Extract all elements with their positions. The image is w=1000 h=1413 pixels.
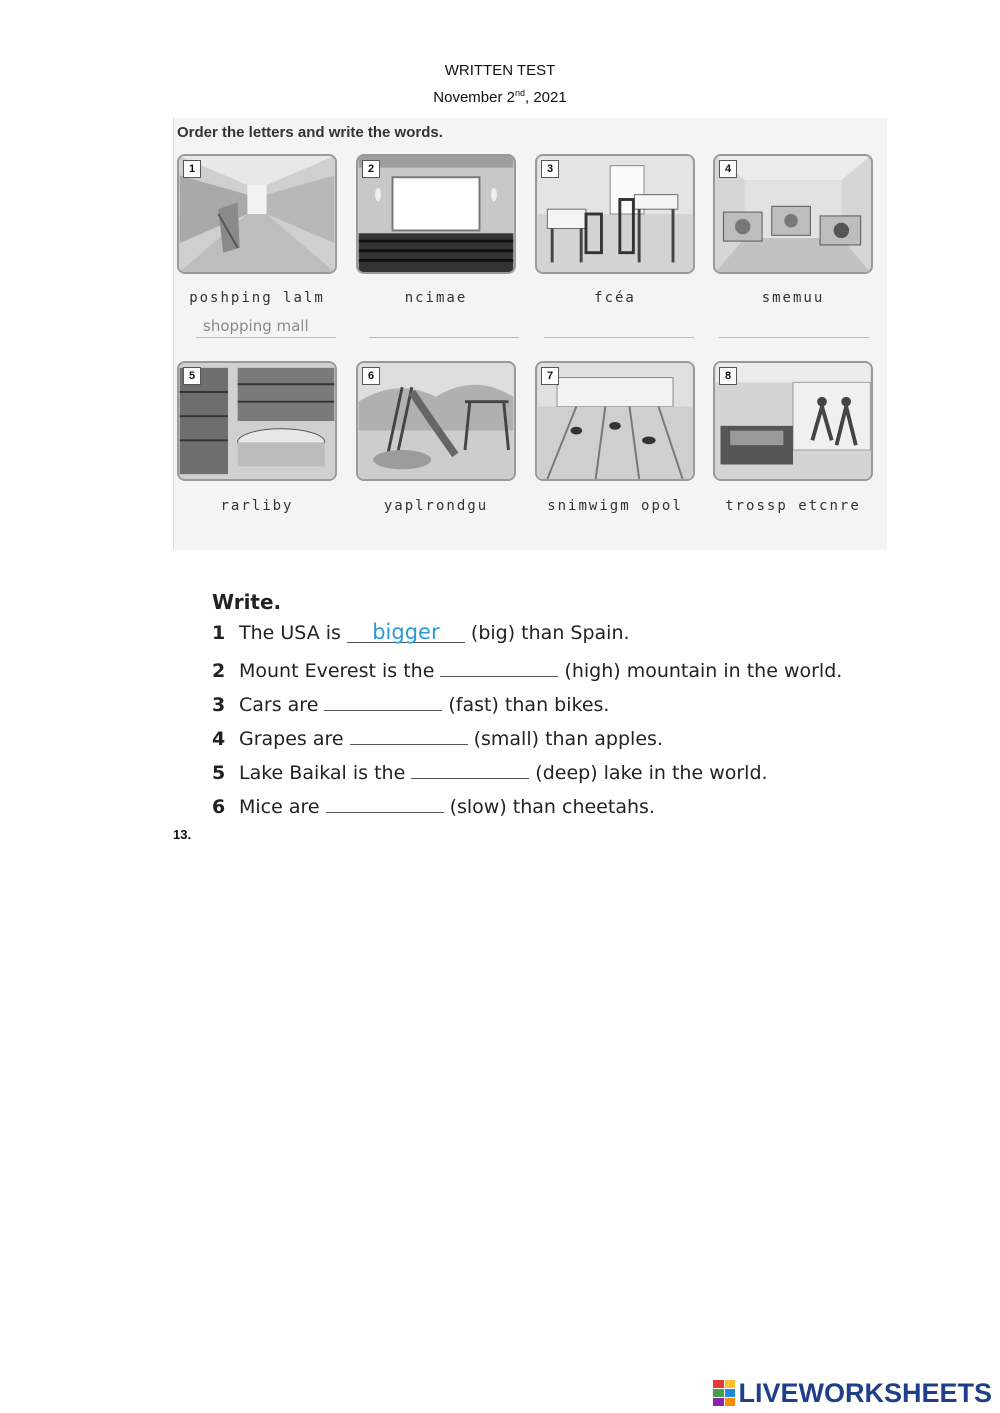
sentence-after: (big) than Spain. (470, 622, 630, 644)
jumbled-word: smemuu (761, 290, 825, 306)
picture-cafe (535, 154, 695, 274)
playground-illustration (358, 363, 514, 479)
logo-tile (713, 1398, 724, 1406)
picture-cinema (356, 154, 516, 274)
exercise-1-panel (173, 118, 887, 550)
jumbled-word: yaplrondgu (383, 498, 489, 514)
sentence-number: 5 (212, 762, 226, 784)
item-number: 7 (541, 367, 559, 385)
picture-library (177, 361, 337, 481)
picture-shopping-mall (177, 154, 337, 274)
logo-tile (725, 1389, 736, 1397)
answer-blank[interactable] (411, 758, 529, 779)
sentence-before: Cars are (239, 694, 319, 716)
answer-blank[interactable] (440, 656, 558, 677)
sentence-row (212, 724, 932, 758)
item-number: 8 (719, 367, 737, 385)
answer-blank[interactable] (350, 724, 468, 745)
item-number: 4 (719, 160, 737, 178)
answer-line (719, 337, 869, 338)
answer-line (196, 337, 336, 338)
answer-line (369, 337, 519, 338)
exercise-1-instruction: Order the letters and write the words. (177, 124, 443, 141)
logo-tile (713, 1380, 724, 1388)
logo-mark-icon (713, 1380, 735, 1406)
test-date: November 2nd, 2021 (433, 88, 567, 106)
logo-tile (725, 1380, 736, 1388)
sentence-number: 2 (212, 660, 226, 682)
sentence-before: Mount Everest is the (239, 660, 435, 682)
sentence-after: (slow) than cheetahs. (449, 796, 655, 818)
exercise-2-title: Write. (212, 590, 282, 614)
sentence-row (212, 622, 932, 656)
sentence-number: 4 (212, 728, 226, 750)
item-number: 2 (362, 160, 380, 178)
item-number: 3 (541, 160, 559, 178)
exercise-2 (212, 590, 932, 826)
sentence-number: 6 (212, 796, 226, 818)
liveworksheets-logo[interactable] (713, 1378, 992, 1408)
sentence-row (212, 758, 932, 792)
mall-illustration (179, 156, 335, 272)
jumbled-word: trossp etcnre (725, 498, 861, 514)
sports-centre-illustration (715, 363, 871, 479)
sentence-number: 3 (212, 694, 226, 716)
sentence-after: (deep) lake in the world. (535, 762, 768, 784)
item-number: 1 (183, 160, 201, 178)
sentence-after: (fast) than bikes. (448, 694, 610, 716)
answer-blank[interactable] (326, 792, 444, 813)
item-number: 6 (362, 367, 380, 385)
sentence-after: (small) than apples. (473, 728, 663, 750)
sentence-after: (high) mountain in the world. (564, 660, 843, 682)
pool-illustration (537, 363, 693, 479)
test-title: WRITTEN TEST (444, 62, 556, 79)
library-illustration (179, 363, 335, 479)
logo-tile (713, 1389, 724, 1397)
picture-swimming-pool (535, 361, 695, 481)
picture-sports-centre (713, 361, 873, 481)
answer-blank[interactable] (324, 690, 442, 711)
page-header (0, 60, 1000, 109)
jumbled-word: poshping lalm (189, 290, 325, 306)
sentence-before: Lake Baikal is the (239, 762, 406, 784)
answer-line (544, 337, 694, 338)
sentence-row (212, 792, 932, 826)
question-number: 13. (173, 827, 192, 842)
sentence-number: 1 (212, 622, 226, 644)
jumbled-word: rarliby (220, 498, 294, 514)
example-answer: shopping mall (203, 317, 309, 335)
answer-blank[interactable]: bigger (347, 622, 465, 643)
sentence-before: Mice are (239, 796, 320, 818)
logo-tile (725, 1398, 736, 1406)
jumbled-word: snimwigm opol (547, 498, 683, 514)
item-number: 5 (183, 367, 201, 385)
sentence-row (212, 656, 932, 690)
cafe-illustration (537, 156, 693, 272)
sentence-row (212, 690, 932, 724)
museum-illustration (715, 156, 871, 272)
jumbled-word: fcéa (594, 290, 636, 306)
sentence-before: Grapes are (239, 728, 344, 750)
sentence-before: The USA is (239, 622, 341, 644)
picture-playground (356, 361, 516, 481)
jumbled-word: ncimae (404, 290, 468, 306)
logo-text: LIVEWORKSHEETS (738, 1377, 992, 1408)
picture-museum (713, 154, 873, 274)
cinema-illustration (358, 156, 514, 272)
